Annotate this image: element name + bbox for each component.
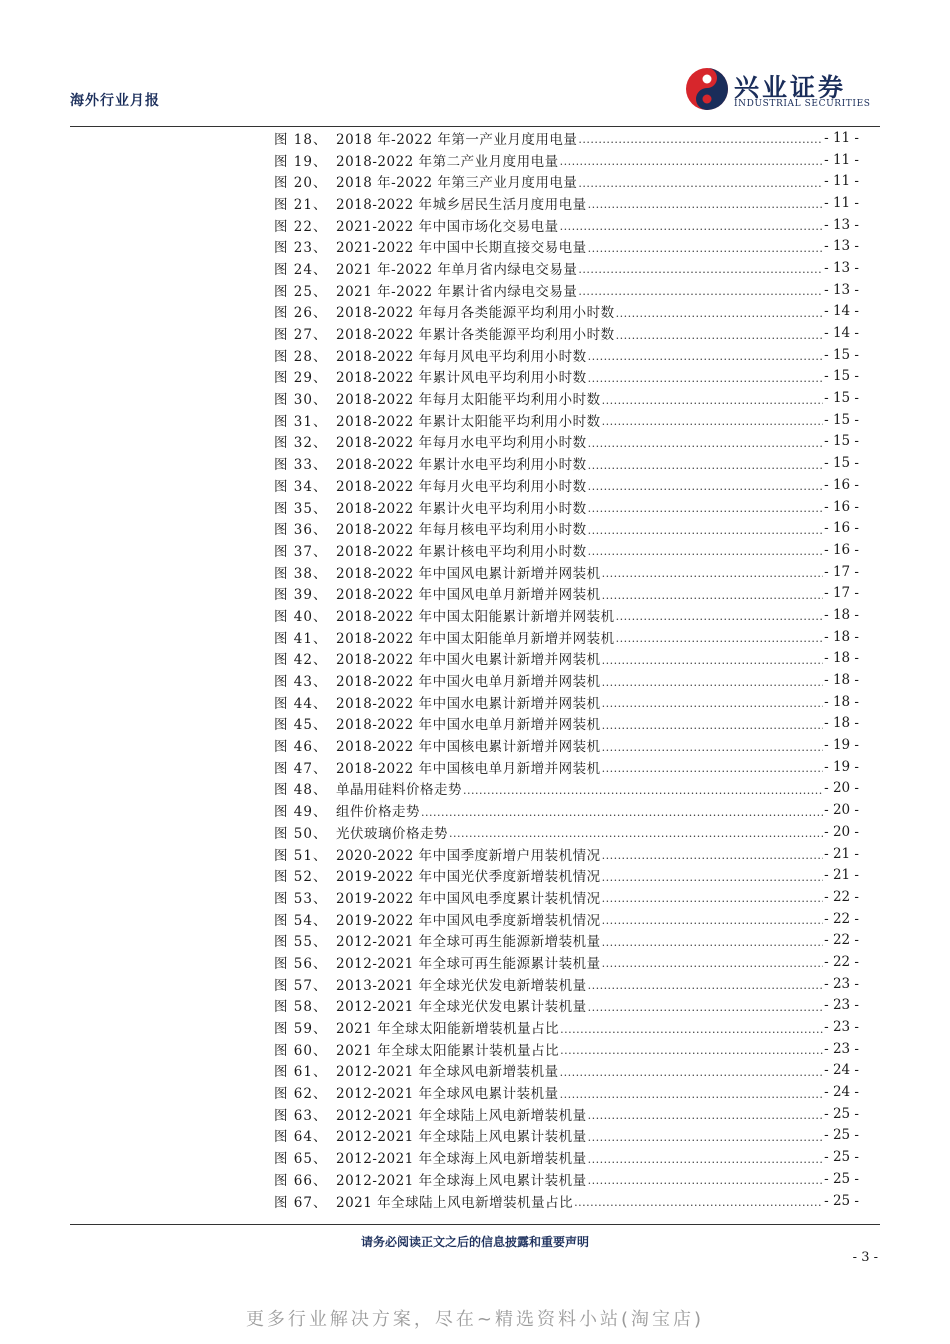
toc-entry[interactable]	[274, 322, 859, 344]
toc-entry[interactable]	[274, 1146, 859, 1168]
toc-entry[interactable]	[274, 366, 859, 388]
page-reference: - 22 -	[824, 953, 859, 970]
toc-entry[interactable]	[274, 626, 859, 648]
figure-number: 图 34、	[274, 478, 328, 495]
figure-title: 2012-2021 年全球光伏发电累计装机量	[336, 999, 587, 1016]
figure-title: 2019-2022 年中国风电季度新增装机情况	[336, 912, 601, 929]
page-reference: - 24 -	[824, 1084, 859, 1101]
toc-entry[interactable]	[274, 864, 859, 886]
dot-leader	[560, 1066, 824, 1079]
figure-title: 2021-2022 年中国市场化交易电量	[336, 218, 559, 235]
dot-leader	[602, 567, 824, 580]
page-reference: - 20 -	[824, 823, 859, 840]
figure-title: 2018-2022 年每月各类能源平均利用小时数	[336, 305, 615, 322]
figure-number: 图 23、	[274, 240, 328, 257]
toc-entry[interactable]	[274, 1103, 859, 1125]
figure-number: 图 52、	[274, 869, 328, 886]
page-reference: - 11 -	[824, 151, 859, 168]
page-reference: - 22 -	[824, 910, 859, 927]
dot-leader	[588, 524, 824, 537]
dot-leader	[588, 1153, 824, 1166]
figure-number: 图 57、	[274, 977, 328, 994]
toc-entry[interactable]	[274, 431, 859, 453]
toc-entry[interactable]	[274, 192, 859, 214]
page-reference: - 18 -	[824, 672, 859, 689]
figure-number: 图 21、	[274, 196, 328, 213]
figure-number: 图 41、	[274, 630, 328, 647]
logo-emblem-icon	[684, 66, 730, 112]
dot-leader	[588, 459, 824, 472]
toc-entry[interactable]	[274, 929, 859, 951]
figure-title: 2012-2021 年全球可再生能源累计装机量	[336, 955, 601, 972]
toc-entry[interactable]	[274, 799, 859, 821]
figure-number: 图 62、	[274, 1086, 328, 1103]
dot-leader	[602, 741, 824, 754]
figure-title: 2018-2022 年累计火电平均利用小时数	[336, 500, 587, 517]
figure-title: 2018-2022 年中国核电单月新增并网装机	[336, 760, 601, 777]
figure-number: 图 18、	[274, 131, 328, 148]
figure-title: 2012-2021 年全球风电累计装机量	[336, 1086, 559, 1103]
dot-leader	[560, 1088, 824, 1101]
figure-number: 图 20、	[274, 175, 328, 192]
page-reference: - 15 -	[824, 368, 859, 385]
toc-entry[interactable]	[274, 713, 859, 735]
page-reference: - 16 -	[824, 541, 859, 558]
figure-title: 2012-2021 年全球海上风电累计装机量	[336, 1172, 587, 1189]
page-reference: - 23 -	[824, 997, 859, 1014]
toc-entry[interactable]	[274, 127, 859, 149]
figure-title: 2018-2022 年中国水电累计新增并网装机	[336, 695, 601, 712]
figure-title: 2018-2022 年累计风电平均利用小时数	[336, 370, 587, 387]
figure-title: 2021 年全球陆上风电新增装机量占比	[336, 1194, 574, 1211]
figure-title: 2018-2022 年中国太阳能累计新增并网装机	[336, 608, 615, 625]
figure-number: 图 31、	[274, 413, 328, 430]
dot-leader	[578, 263, 823, 276]
dot-leader	[588, 1174, 824, 1187]
toc-entry[interactable]	[274, 517, 859, 539]
page-reference: - 18 -	[824, 628, 859, 645]
figure-number: 图 58、	[274, 999, 328, 1016]
dot-leader	[602, 719, 824, 732]
page-reference: - 20 -	[824, 780, 859, 797]
figure-number: 图 39、	[274, 587, 328, 604]
figure-title: 2018-2022 年每月火电平均利用小时数	[336, 478, 587, 495]
page-reference: - 17 -	[824, 585, 859, 602]
figure-number: 图 51、	[274, 847, 328, 864]
dot-leader	[449, 827, 823, 840]
page-reference: - 16 -	[824, 520, 859, 537]
figure-number: 图 64、	[274, 1129, 328, 1146]
page-reference: - 18 -	[824, 693, 859, 710]
figure-title: 2012-2021 年全球陆上风电累计装机量	[336, 1129, 587, 1146]
page-reference: - 23 -	[824, 975, 859, 992]
dot-leader	[578, 285, 823, 298]
page-reference: - 16 -	[824, 476, 859, 493]
page-reference: - 13 -	[824, 238, 859, 255]
logo-chinese-name: 兴业证券	[734, 73, 847, 102]
page-reference: - 16 -	[824, 498, 859, 515]
figure-title: 2018-2022 年中国水电单月新增并网装机	[336, 717, 601, 734]
dot-leader	[588, 502, 824, 515]
figure-number: 图 29、	[274, 370, 328, 387]
page-reference: - 14 -	[824, 325, 859, 342]
page-reference: - 20 -	[824, 802, 859, 819]
page-reference: - 25 -	[824, 1192, 859, 1209]
figure-number: 图 66、	[274, 1172, 328, 1189]
dot-leader	[560, 220, 824, 233]
page-reference: - 11 -	[824, 194, 859, 211]
disclaimer-text: 请务必阅读正文之后的信息披露和重要声明	[360, 1235, 589, 1249]
page-reference: - 19 -	[824, 737, 859, 754]
dot-leader	[588, 545, 824, 558]
toc-entry[interactable]	[274, 734, 859, 756]
dot-leader	[602, 936, 824, 949]
dot-leader	[602, 914, 824, 927]
figure-title: 2012-2021 年全球海上风电新增装机量	[336, 1151, 587, 1168]
figure-title: 2020-2022 年中国季度新增户用装机情况	[336, 847, 601, 864]
figure-number: 图 25、	[274, 283, 328, 300]
figure-title: 2019-2022 年中国光伏季度新增装机情况	[336, 869, 601, 886]
watermark-text: 更多行业解决方案，尽在~精选资料小站(淘宝店)	[245, 1309, 705, 1330]
page-reference: - 24 -	[824, 1062, 859, 1079]
dot-leader	[578, 133, 823, 146]
dot-leader	[574, 1196, 823, 1209]
figure-number: 图 50、	[274, 825, 328, 842]
page-reference: - 23 -	[824, 1040, 859, 1057]
figure-title: 2021 年-2022 年累计省内绿电交易量	[336, 283, 578, 300]
figure-title: 2019-2022 年中国风电季度累计装机情况	[336, 890, 601, 907]
toc-entry[interactable]	[274, 170, 859, 192]
toc-entry[interactable]	[274, 669, 859, 691]
figure-title: 2018-2022 年中国太阳能单月新增并网装机	[336, 630, 615, 647]
figure-number: 图 60、	[274, 1042, 328, 1059]
figure-number: 图 38、	[274, 565, 328, 582]
toc-entry[interactable]	[274, 604, 859, 626]
page-reference: - 25 -	[824, 1149, 859, 1166]
toc-entry[interactable]	[274, 257, 859, 279]
figure-number: 图 32、	[274, 435, 328, 452]
toc-entry[interactable]	[274, 1016, 859, 1038]
dot-leader	[588, 198, 824, 211]
figure-number: 图 27、	[274, 327, 328, 344]
page-reference: - 15 -	[824, 455, 859, 472]
page-reference: - 19 -	[824, 758, 859, 775]
toc-entry[interactable]	[274, 539, 859, 561]
figure-index-list	[274, 127, 859, 1211]
page-reference: - 18 -	[824, 715, 859, 732]
page-reference: - 18 -	[824, 606, 859, 623]
dot-leader	[602, 892, 824, 905]
figure-title: 2018-2022 年累计各类能源平均利用小时数	[336, 327, 615, 344]
figure-number: 图 53、	[274, 890, 328, 907]
dot-leader	[588, 372, 824, 385]
dot-leader	[578, 177, 823, 190]
toc-entry[interactable]	[274, 843, 859, 865]
figure-number: 图 67、	[274, 1194, 328, 1211]
dot-leader	[602, 654, 824, 667]
page-reference: - 17 -	[824, 563, 859, 580]
figure-number: 图 24、	[274, 261, 328, 278]
figure-number: 图 47、	[274, 760, 328, 777]
dot-leader	[602, 676, 824, 689]
dot-leader	[421, 806, 823, 819]
page-reference: - 25 -	[824, 1127, 859, 1144]
page-reference: - 22 -	[824, 888, 859, 905]
page-reference: - 14 -	[824, 303, 859, 320]
page-reference: - 13 -	[824, 281, 859, 298]
page-reference: - 15 -	[824, 411, 859, 428]
figure-title: 2018-2022 年累计核电平均利用小时数	[336, 543, 587, 560]
figure-title: 2018-2022 年中国火电累计新增并网装机	[336, 652, 601, 669]
toc-entry[interactable]	[274, 1125, 859, 1147]
figure-number: 图 37、	[274, 543, 328, 560]
toc-entry[interactable]	[274, 235, 859, 257]
toc-entry[interactable]	[274, 1168, 859, 1190]
figure-number: 图 55、	[274, 934, 328, 951]
logo-english-name: INDUSTRIAL SECURITIES	[734, 99, 871, 109]
figure-title: 2018-2022 年中国风电单月新增并网装机	[336, 587, 601, 604]
toc-entry[interactable]	[274, 1081, 859, 1103]
dot-leader	[602, 871, 824, 884]
figure-title: 2021-2022 年中国中长期直接交易电量	[336, 240, 587, 257]
figure-title: 2021 年全球太阳能新增装机量占比	[336, 1021, 560, 1038]
dot-leader	[463, 784, 823, 797]
page-reference: - 25 -	[824, 1170, 859, 1187]
page-reference: - 15 -	[824, 390, 859, 407]
figure-number: 图 36、	[274, 522, 328, 539]
page-reference: - 13 -	[824, 259, 859, 276]
figure-title: 2018-2022 年每月太阳能平均利用小时数	[336, 392, 601, 409]
figure-number: 图 46、	[274, 739, 328, 756]
toc-entry[interactable]	[274, 951, 859, 973]
figure-title: 2012-2021 年全球风电新增装机量	[336, 1064, 559, 1081]
figure-number: 图 45、	[274, 717, 328, 734]
toc-entry[interactable]	[274, 561, 859, 583]
page-number: - 3 -	[852, 1250, 878, 1265]
figure-title: 2012-2021 年全球可再生能源新增装机量	[336, 934, 601, 951]
figure-title: 2013-2021 年全球光伏发电新增装机量	[336, 977, 587, 994]
dot-leader	[560, 155, 824, 168]
figure-number: 图 43、	[274, 674, 328, 691]
toc-entry[interactable]	[274, 582, 859, 604]
figure-number: 图 56、	[274, 955, 328, 972]
figure-title: 2018-2022 年每月水电平均利用小时数	[336, 435, 587, 452]
toc-entry[interactable]	[274, 648, 859, 670]
toc-entry[interactable]	[274, 973, 859, 995]
page-reference: - 23 -	[824, 1019, 859, 1036]
page-reference: - 15 -	[824, 346, 859, 363]
dot-leader	[588, 979, 824, 992]
figure-title: 单晶用硅料价格走势	[336, 782, 462, 799]
figure-title: 2018-2022 年中国火电单月新增并网装机	[336, 674, 601, 691]
toc-entry[interactable]	[274, 149, 859, 171]
dot-leader	[616, 307, 824, 320]
toc-entry[interactable]	[274, 387, 859, 409]
company-logo	[684, 66, 880, 116]
figure-title: 2018-2022 年中国核电累计新增并网装机	[336, 739, 601, 756]
figure-number: 图 22、	[274, 218, 328, 235]
figure-number: 图 48、	[274, 782, 328, 799]
figure-number: 图 26、	[274, 305, 328, 322]
figure-title: 2018 年-2022 年第三产业月度用电量	[336, 175, 578, 192]
figure-number: 图 59、	[274, 1021, 328, 1038]
dot-leader	[588, 480, 824, 493]
figure-number: 图 19、	[274, 153, 328, 170]
dot-leader	[602, 589, 824, 602]
toc-entry[interactable]	[274, 1190, 859, 1212]
dot-leader	[602, 849, 824, 862]
dot-leader	[588, 1001, 824, 1014]
toc-entry[interactable]	[274, 279, 859, 301]
figure-number: 图 42、	[274, 652, 328, 669]
toc-entry[interactable]	[274, 995, 859, 1017]
dot-leader	[616, 632, 824, 645]
page-reference: - 21 -	[824, 867, 859, 884]
dot-leader	[588, 437, 824, 450]
dot-leader	[602, 762, 824, 775]
dot-leader	[560, 1044, 823, 1057]
toc-entry[interactable]	[274, 301, 859, 323]
figure-title: 2018-2022 年第二产业月度用电量	[336, 153, 559, 170]
toc-entry[interactable]	[274, 409, 859, 431]
figure-title: 2018-2022 年累计水电平均利用小时数	[336, 457, 587, 474]
dot-leader	[588, 1109, 824, 1122]
page-reference: - 18 -	[824, 650, 859, 667]
figure-number: 图 49、	[274, 804, 328, 821]
toc-entry[interactable]	[274, 344, 859, 366]
figure-number: 图 35、	[274, 500, 328, 517]
figure-title: 2018 年-2022 年第一产业月度用电量	[336, 131, 578, 148]
figure-title: 组件价格走势	[336, 804, 420, 821]
figure-number: 图 63、	[274, 1107, 328, 1124]
dot-leader	[616, 610, 824, 623]
figure-number: 图 28、	[274, 348, 328, 365]
dot-leader	[588, 1131, 824, 1144]
page-reference: - 13 -	[824, 216, 859, 233]
dot-leader	[602, 957, 824, 970]
page-reference: - 25 -	[824, 1105, 859, 1122]
toc-entry[interactable]	[274, 886, 859, 908]
dot-leader	[588, 350, 824, 363]
figure-title: 2012-2021 年全球陆上风电新增装机量	[336, 1107, 587, 1124]
dot-leader	[602, 394, 824, 407]
toc-entry[interactable]	[274, 496, 859, 518]
dot-leader	[560, 1023, 823, 1036]
figure-title: 2018-2022 年累计太阳能平均利用小时数	[336, 413, 601, 430]
toc-entry[interactable]	[274, 821, 859, 843]
figure-number: 图 61、	[274, 1064, 328, 1081]
toc-entry[interactable]	[274, 214, 859, 236]
figure-title: 2018-2022 年每月风电平均利用小时数	[336, 348, 587, 365]
footer-divider	[70, 1224, 880, 1225]
page-reference: - 11 -	[824, 129, 859, 146]
figure-number: 图 33、	[274, 457, 328, 474]
page-reference: - 15 -	[824, 433, 859, 450]
figure-title: 2021 年-2022 年单月省内绿电交易量	[336, 261, 578, 278]
figure-number: 图 54、	[274, 912, 328, 929]
figure-number: 图 40、	[274, 608, 328, 625]
toc-entry[interactable]	[274, 756, 859, 778]
report-type-title: 海外行业月报	[70, 93, 160, 109]
figure-number: 图 44、	[274, 695, 328, 712]
toc-entry[interactable]	[274, 778, 859, 800]
figure-number: 图 30、	[274, 392, 328, 409]
toc-entry[interactable]	[274, 1060, 859, 1082]
toc-entry[interactable]	[274, 908, 859, 930]
figure-title: 光伏玻璃价格走势	[336, 825, 448, 842]
figure-title: 2018-2022 年中国风电累计新增并网装机	[336, 565, 601, 582]
figure-title: 2021 年全球太阳能累计装机量占比	[336, 1042, 560, 1059]
figure-title: 2018-2022 年每月核电平均利用小时数	[336, 522, 587, 539]
toc-entry[interactable]	[274, 474, 859, 496]
toc-entry[interactable]	[274, 691, 859, 713]
figure-title: 2018-2022 年城乡居民生活月度用电量	[336, 196, 587, 213]
dot-leader	[616, 329, 824, 342]
dot-leader	[588, 242, 824, 255]
page-reference: - 21 -	[824, 845, 859, 862]
page-reference: - 11 -	[824, 173, 859, 190]
dot-leader	[602, 697, 824, 710]
toc-entry[interactable]	[274, 1038, 859, 1060]
toc-entry[interactable]	[274, 452, 859, 474]
figure-number: 图 65、	[274, 1151, 328, 1168]
dot-leader	[602, 415, 824, 428]
page-reference: - 22 -	[824, 932, 859, 949]
